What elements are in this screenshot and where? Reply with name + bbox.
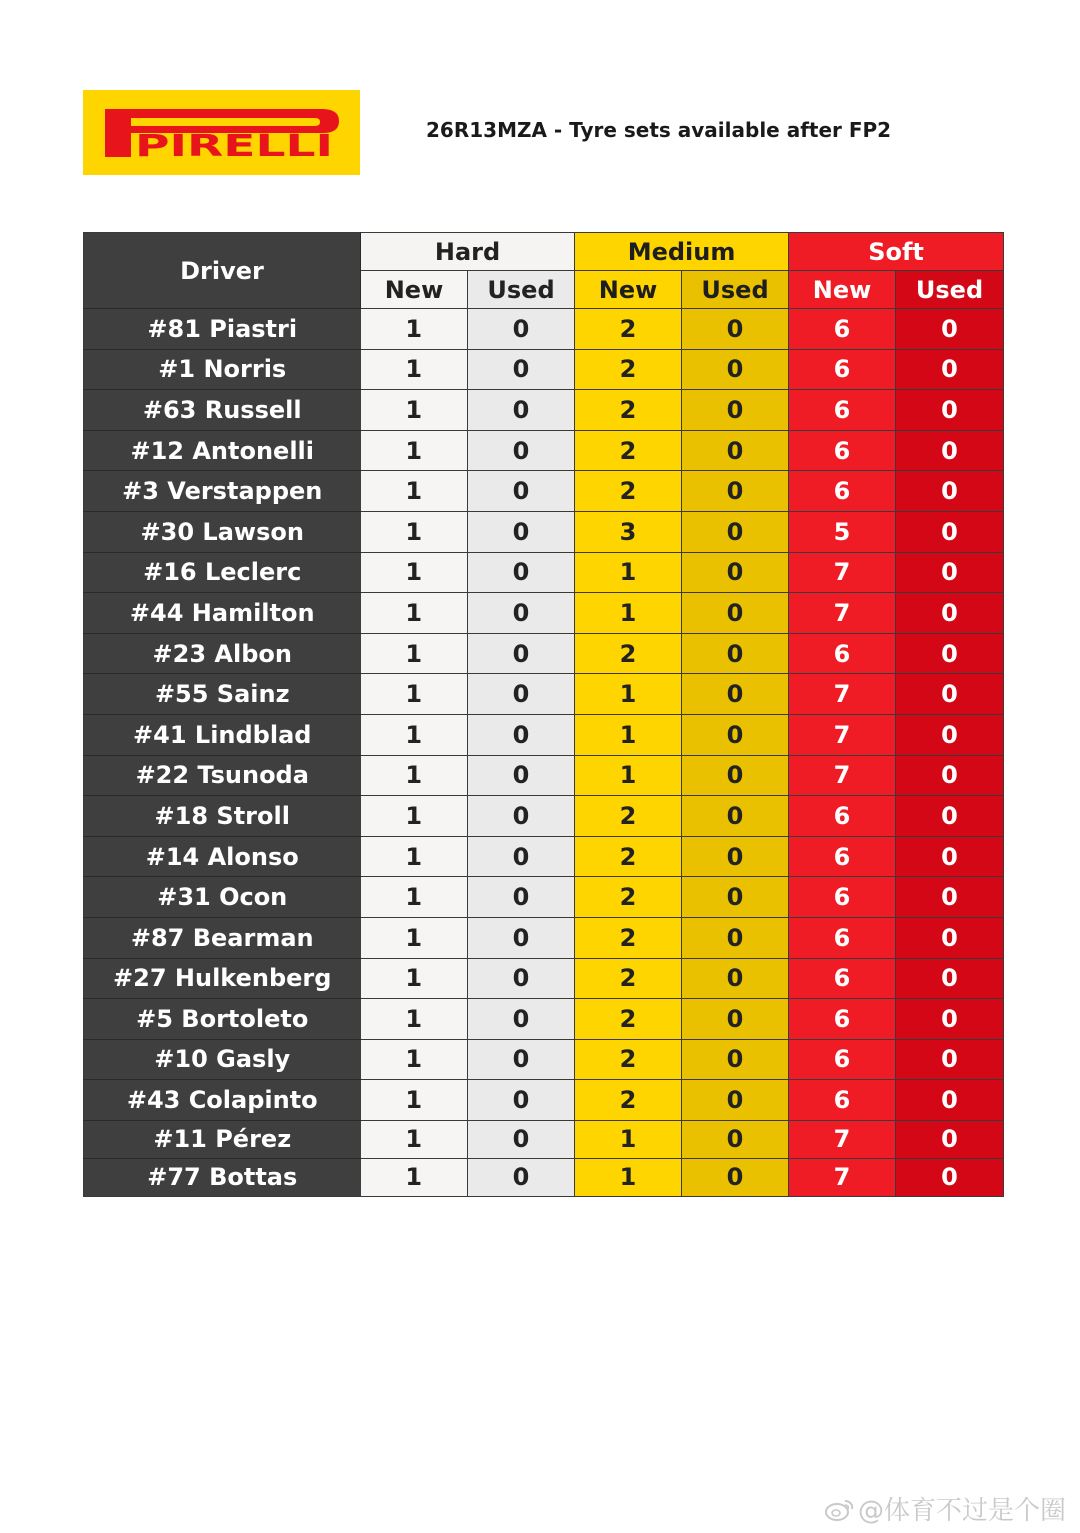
driver-name: #18 Stroll (84, 796, 361, 837)
medium-new-count: 2 (575, 390, 682, 431)
soft-new-count: 7 (789, 714, 896, 755)
table-row (84, 390, 1004, 431)
hard-used-count: 0 (468, 471, 575, 512)
soft-used-count: 0 (896, 836, 1004, 877)
hard-new-count: 1 (361, 593, 468, 634)
medium-used-count: 0 (682, 511, 789, 552)
soft-new-count: 6 (789, 877, 896, 918)
soft-used-count: 0 (896, 511, 1004, 552)
soft-used-count: 0 (896, 390, 1004, 431)
medium-used-count: 0 (682, 309, 789, 350)
soft-used-count: 0 (896, 796, 1004, 837)
medium-used-count: 0 (682, 430, 789, 471)
hard-new-count: 1 (361, 1158, 468, 1196)
hard-used-count: 0 (468, 1080, 575, 1121)
table-row (84, 471, 1004, 512)
hard-new-count: 1 (361, 917, 468, 958)
soft-used-count: 0 (896, 755, 1004, 796)
driver-name: #14 Alonso (84, 836, 361, 877)
soft-compound-header: Soft (789, 233, 1004, 271)
medium-used-count: 0 (682, 999, 789, 1040)
driver-name: #16 Leclerc (84, 552, 361, 593)
soft-new-count: 6 (789, 430, 896, 471)
hard-used-count: 0 (468, 999, 575, 1040)
soft-used-count: 0 (896, 349, 1004, 390)
medium-new-count: 1 (575, 714, 682, 755)
hard-used-count: 0 (468, 796, 575, 837)
table-row (84, 958, 1004, 999)
medium-new-count: 2 (575, 309, 682, 350)
medium-new-count: 2 (575, 999, 682, 1040)
driver-name: #31 Ocon (84, 877, 361, 918)
hard-new-count: 1 (361, 714, 468, 755)
soft-new-count: 6 (789, 633, 896, 674)
hard-used-count: 0 (468, 755, 575, 796)
table-row (84, 349, 1004, 390)
tyre-sets-table (83, 232, 1004, 1197)
hard-used-count: 0 (468, 633, 575, 674)
medium-used-count: 0 (682, 755, 789, 796)
hard-new-count: 1 (361, 309, 468, 350)
table-row (84, 1039, 1004, 1080)
driver-name: #11 Pérez (84, 1120, 361, 1158)
medium-new-count: 2 (575, 471, 682, 512)
table-row (84, 511, 1004, 552)
pirelli-logo-text: PIRELLI (135, 129, 333, 164)
hard-used-count: 0 (468, 674, 575, 715)
table-row (84, 633, 1004, 674)
table-row (84, 877, 1004, 918)
medium-used-count: 0 (682, 471, 789, 512)
hard-used-count: 0 (468, 836, 575, 877)
hard-used-count: 0 (468, 1039, 575, 1080)
medium-new-count: 1 (575, 674, 682, 715)
soft-new-count: 6 (789, 999, 896, 1040)
hard-used-count: 0 (468, 511, 575, 552)
hard-new-count: 1 (361, 674, 468, 715)
medium-new-count: 2 (575, 877, 682, 918)
hard-used-count: 0 (468, 714, 575, 755)
medium-used-count: 0 (682, 552, 789, 593)
table-row (84, 593, 1004, 634)
driver-name: #12 Antonelli (84, 430, 361, 471)
soft-used-count: 0 (896, 674, 1004, 715)
medium-new-count: 1 (575, 552, 682, 593)
medium-used-count: 0 (682, 917, 789, 958)
driver-name: #87 Bearman (84, 917, 361, 958)
medium-new-count: 2 (575, 633, 682, 674)
medium-used-count: 0 (682, 1039, 789, 1080)
soft-new-count: 7 (789, 674, 896, 715)
soft-new-count: 6 (789, 917, 896, 958)
hard-used-count: 0 (468, 349, 575, 390)
table-row (84, 1158, 1004, 1196)
weibo-icon (824, 1498, 854, 1522)
driver-name: #3 Verstappen (84, 471, 361, 512)
medium-used-header: Used (682, 271, 789, 309)
hard-used-count: 0 (468, 593, 575, 634)
table-row (84, 755, 1004, 796)
driver-name: #81 Piastri (84, 309, 361, 350)
driver-name: #23 Albon (84, 633, 361, 674)
pirelli-logo (83, 90, 360, 175)
hard-new-count: 1 (361, 755, 468, 796)
medium-new-count: 2 (575, 796, 682, 837)
hard-used-count: 0 (468, 430, 575, 471)
soft-used-count: 0 (896, 917, 1004, 958)
medium-used-count: 0 (682, 714, 789, 755)
soft-new-count: 6 (789, 390, 896, 431)
driver-name: #63 Russell (84, 390, 361, 431)
watermark (824, 1490, 1066, 1527)
page-title: 26R13MZA - Tyre sets available after FP2 (426, 118, 892, 142)
medium-new-count: 2 (575, 958, 682, 999)
hard-new-count: 1 (361, 430, 468, 471)
hard-new-count: 1 (361, 511, 468, 552)
table-row (84, 917, 1004, 958)
medium-compound-header: Medium (575, 233, 789, 271)
soft-new-count: 6 (789, 796, 896, 837)
driver-name: #55 Sainz (84, 674, 361, 715)
driver-name: #10 Gasly (84, 1039, 361, 1080)
hard-new-count: 1 (361, 1039, 468, 1080)
driver-name: #1 Norris (84, 349, 361, 390)
soft-new-count: 7 (789, 1120, 896, 1158)
table-row (84, 552, 1004, 593)
medium-used-count: 0 (682, 390, 789, 431)
hard-used-header: Used (468, 271, 575, 309)
table-row (84, 309, 1004, 350)
soft-new-count: 7 (789, 593, 896, 634)
table-row (84, 1080, 1004, 1121)
soft-new-count: 7 (789, 1158, 896, 1196)
medium-new-count: 2 (575, 1039, 682, 1080)
tyre-table-body (84, 309, 1004, 1197)
table-row (84, 836, 1004, 877)
medium-new-count: 2 (575, 1080, 682, 1121)
hard-new-count: 1 (361, 471, 468, 512)
hard-new-count: 1 (361, 1080, 468, 1121)
medium-new-count: 2 (575, 917, 682, 958)
medium-new-count: 1 (575, 1158, 682, 1196)
soft-new-count: 6 (789, 309, 896, 350)
medium-used-count: 0 (682, 1158, 789, 1196)
soft-used-count: 0 (896, 1120, 1004, 1158)
hard-used-count: 0 (468, 1120, 575, 1158)
table-row (84, 430, 1004, 471)
medium-new-count: 2 (575, 349, 682, 390)
soft-new-count: 6 (789, 349, 896, 390)
table-row (84, 999, 1004, 1040)
hard-used-count: 0 (468, 917, 575, 958)
hard-new-count: 1 (361, 958, 468, 999)
medium-new-count: 1 (575, 755, 682, 796)
hard-used-count: 0 (468, 958, 575, 999)
medium-new-header: New (575, 271, 682, 309)
driver-name: #77 Bottas (84, 1158, 361, 1196)
medium-used-count: 0 (682, 349, 789, 390)
compound-header-row (84, 233, 1004, 271)
hard-new-count: 1 (361, 877, 468, 918)
medium-new-count: 2 (575, 430, 682, 471)
medium-used-count: 0 (682, 674, 789, 715)
table-row (84, 1120, 1004, 1158)
driver-name: #30 Lawson (84, 511, 361, 552)
driver-name: #43 Colapinto (84, 1080, 361, 1121)
hard-new-count: 1 (361, 836, 468, 877)
medium-used-count: 0 (682, 836, 789, 877)
soft-used-count: 0 (896, 1158, 1004, 1196)
hard-used-count: 0 (468, 309, 575, 350)
hard-new-count: 1 (361, 390, 468, 431)
soft-new-count: 6 (789, 836, 896, 877)
hard-new-count: 1 (361, 552, 468, 593)
soft-used-count: 0 (896, 1080, 1004, 1121)
soft-used-count: 0 (896, 552, 1004, 593)
medium-used-count: 0 (682, 958, 789, 999)
medium-new-count: 2 (575, 836, 682, 877)
medium-new-count: 1 (575, 593, 682, 634)
medium-new-count: 1 (575, 1120, 682, 1158)
soft-used-count: 0 (896, 714, 1004, 755)
hard-used-count: 0 (468, 877, 575, 918)
hard-new-count: 1 (361, 1120, 468, 1158)
soft-used-count: 0 (896, 1039, 1004, 1080)
soft-used-header: Used (896, 271, 1004, 309)
soft-used-count: 0 (896, 958, 1004, 999)
table-row (84, 796, 1004, 837)
driver-name: #44 Hamilton (84, 593, 361, 634)
driver-name: #22 Tsunoda (84, 755, 361, 796)
table-row (84, 714, 1004, 755)
soft-new-count: 6 (789, 958, 896, 999)
soft-new-header: New (789, 271, 896, 309)
medium-used-count: 0 (682, 796, 789, 837)
hard-new-header: New (361, 271, 468, 309)
driver-name: #5 Bortoleto (84, 999, 361, 1040)
medium-used-count: 0 (682, 593, 789, 634)
soft-used-count: 0 (896, 471, 1004, 512)
driver-name: #41 Lindblad (84, 714, 361, 755)
medium-new-count: 3 (575, 511, 682, 552)
soft-new-count: 5 (789, 511, 896, 552)
hard-new-count: 1 (361, 349, 468, 390)
pirelli-logo-mark (83, 90, 360, 175)
driver-column-header: Driver (84, 233, 361, 309)
hard-used-count: 0 (468, 552, 575, 593)
soft-used-count: 0 (896, 633, 1004, 674)
medium-used-count: 0 (682, 633, 789, 674)
driver-name: #27 Hulkenberg (84, 958, 361, 999)
hard-compound-header: Hard (361, 233, 575, 271)
hard-new-count: 1 (361, 796, 468, 837)
watermark-text: @体育不过是个圈 (857, 1496, 1066, 1526)
soft-new-count: 6 (789, 471, 896, 512)
soft-new-count: 7 (789, 552, 896, 593)
hard-new-count: 1 (361, 633, 468, 674)
soft-used-count: 0 (896, 999, 1004, 1040)
table-row (84, 674, 1004, 715)
medium-used-count: 0 (682, 1120, 789, 1158)
soft-new-count: 6 (789, 1039, 896, 1080)
soft-new-count: 6 (789, 1080, 896, 1121)
medium-used-count: 0 (682, 877, 789, 918)
soft-new-count: 7 (789, 755, 896, 796)
hard-new-count: 1 (361, 999, 468, 1040)
soft-used-count: 0 (896, 877, 1004, 918)
soft-used-count: 0 (896, 430, 1004, 471)
hard-used-count: 0 (468, 1158, 575, 1196)
soft-used-count: 0 (896, 309, 1004, 350)
soft-used-count: 0 (896, 593, 1004, 634)
hard-used-count: 0 (468, 390, 575, 431)
medium-used-count: 0 (682, 1080, 789, 1121)
